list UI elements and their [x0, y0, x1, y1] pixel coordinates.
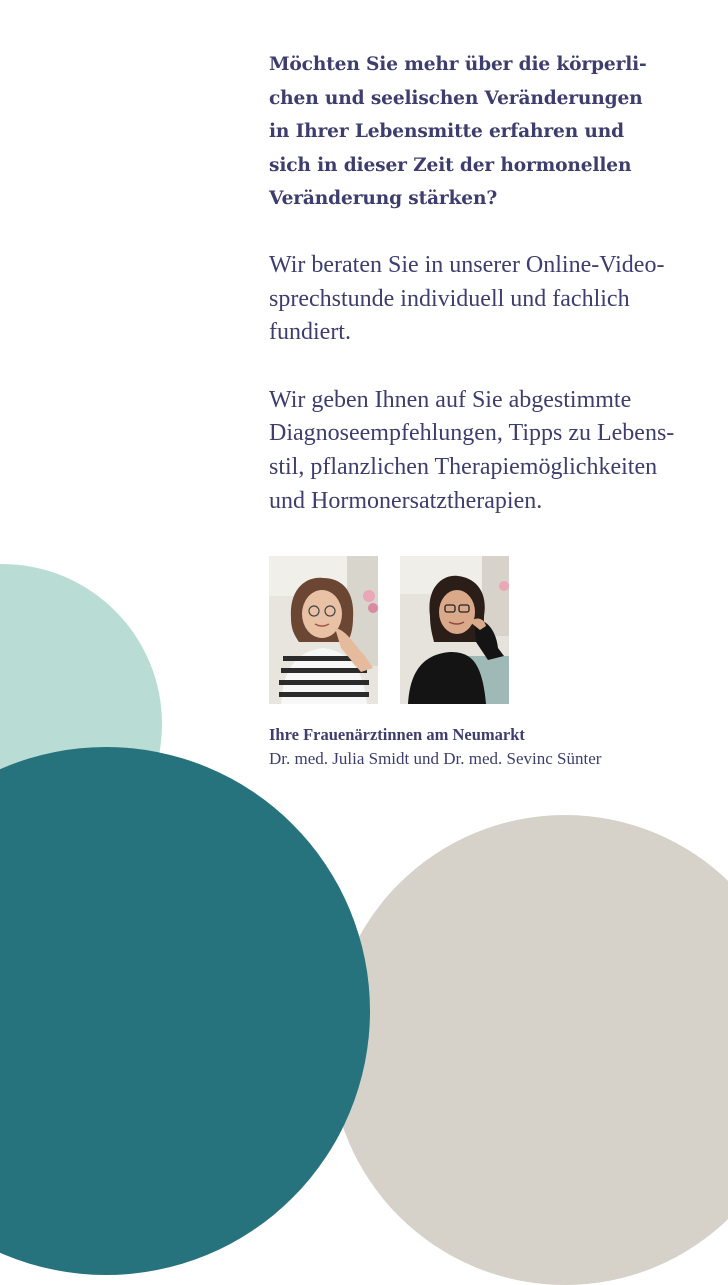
decorative-circle-beige	[330, 815, 728, 1285]
doctor-photo-smidt	[269, 556, 378, 704]
practice-name: Ihre Frauenärztinnen am Neumarkt	[269, 725, 525, 744]
services-paragraph: Wir geben Ihnen auf Sie abgestimmte Diagnoseempfehlungen, Tipps zu Lebens- stil, pflanzlichen Therapiemöglichkeiten und Hormonersatztherapien.	[269, 386, 675, 514]
doctor-names: Dr. med. Julia Smidt und Dr. med. Sevinc Sünter	[269, 749, 602, 768]
doctors-caption	[269, 724, 601, 772]
decorative-circle-teal	[0, 747, 370, 1275]
consultation-paragraph: Wir beraten Sie in unserer Online-Video- sprechstunde individuell und fachlich fundiert.	[269, 251, 665, 346]
main-text-block	[269, 48, 709, 518]
doctor-photo-suenter	[400, 556, 509, 704]
doctor-photos	[269, 556, 519, 704]
lead-question: Möchten Sie mehr über die körperli- chen und seelischen Veränderungen in Ihrer Lebensmitte erfahren und sich in dieser Zeit der hormonellen Veränderung stärken?	[269, 54, 647, 210]
